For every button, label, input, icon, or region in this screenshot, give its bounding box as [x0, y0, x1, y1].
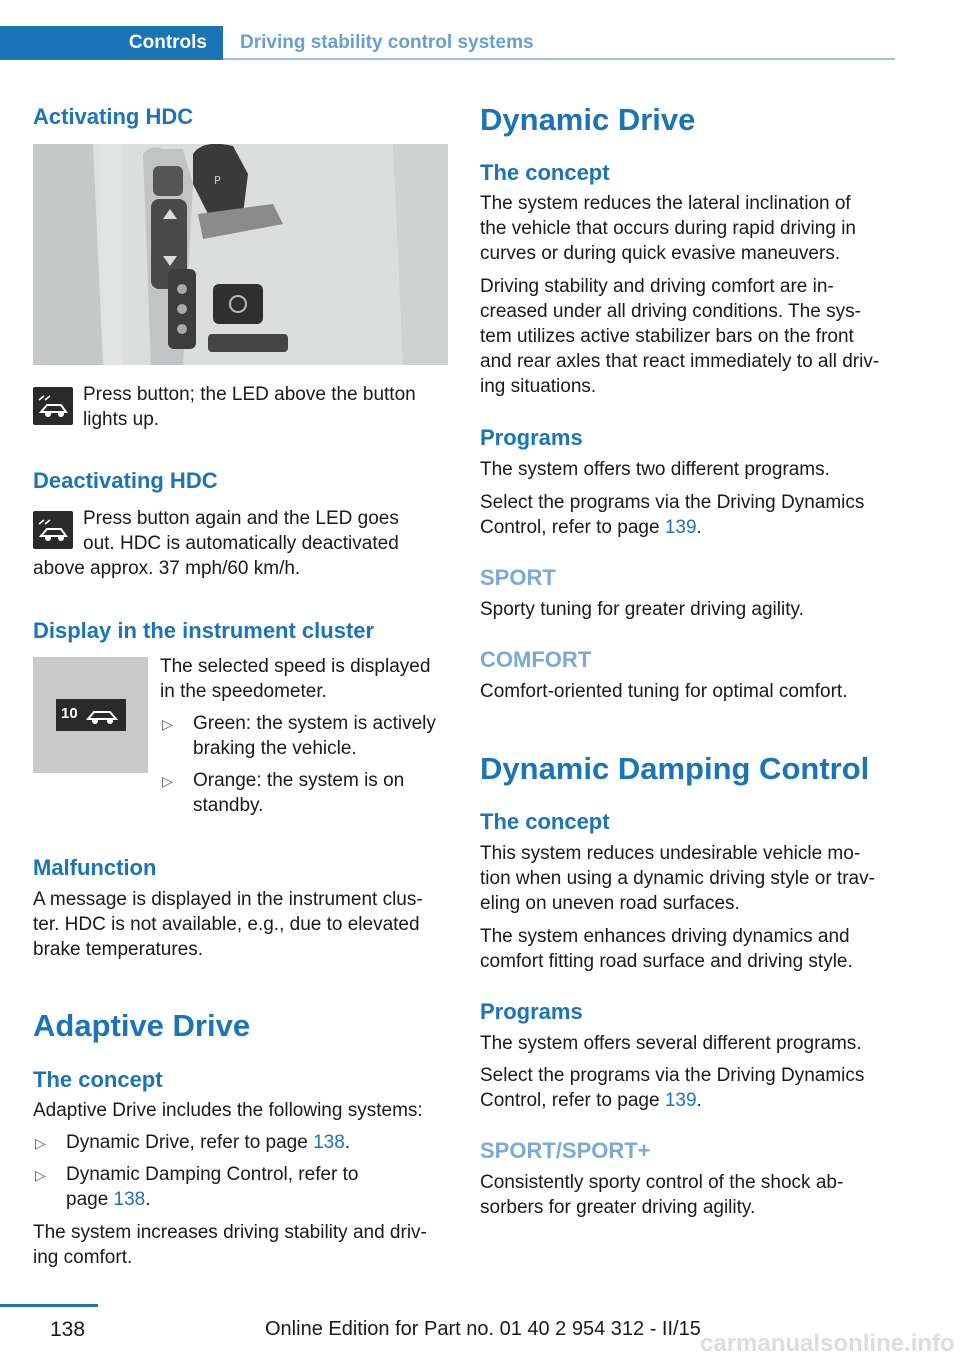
dd-programs-text: Control, refer to page — [480, 517, 665, 538]
display-bullet-2-line-2: standby. — [193, 795, 264, 816]
dd-concept-line-1: The system reduces the lateral inclination of — [480, 193, 851, 214]
malfunction-text-line-1: A message is displayed in the instrument clus- — [33, 889, 423, 910]
deactivating-text-line-1: Press button again and the LED goes — [83, 508, 399, 529]
dd-concept-heading: The concept — [480, 160, 610, 185]
ddc-programs-line-1: The system offers several different programs. — [480, 1033, 862, 1054]
adaptive-bullet-2-line-1: Dynamic Damping Control, refer to — [66, 1164, 359, 1185]
dd-stability-line-2: creased under all driving conditions. The sys- — [480, 301, 861, 322]
display-text-line-1: The selected speed is displayed — [160, 656, 431, 677]
page-header — [0, 26, 895, 62]
adaptive-concept-text: Adaptive Drive includes the following systems: — [33, 1100, 423, 1121]
display-text-line-2: in the speedometer. — [160, 681, 327, 702]
cluster-speed-value: 10 — [61, 705, 78, 722]
display-bullet-2-line-1: Orange: the system is on — [193, 770, 405, 791]
ddc-programs-line-3: Control, refer to page 139. — [480, 1090, 702, 1111]
section-title[interactable]: Driving stability control systems — [240, 32, 534, 53]
chapter-tab[interactable]: Controls — [0, 26, 223, 60]
activating-hdc-heading: Activating HDC — [33, 104, 194, 129]
dd-programs-line-2: Select the programs via the Driving Dynamics — [480, 492, 865, 513]
ddc-concept-line-2: tion when using a dynamic driving style or trav- — [480, 868, 875, 889]
ddc-concept-line-3: eling on uneven road surfaces. — [480, 893, 740, 914]
dd-programs-line-3: Control, refer to page 139. — [480, 517, 702, 538]
ddc-concept-line-1: This system reduces undesirable vehicle mo- — [480, 843, 861, 864]
bullet-triangle-icon: ▷ — [35, 1167, 46, 1183]
deactivating-text-line-3: above approx. 37 mph/60 km/h. — [33, 558, 301, 579]
adaptive-closing-line-1: The system increases driving stability and driv- — [33, 1222, 427, 1243]
dd-concept-line-3: curves or during quick evasive maneuvers. — [480, 243, 841, 264]
dd-stability-line-5: ing situations. — [480, 376, 597, 397]
activating-text-line-1: Press button; the LED above the button — [83, 384, 416, 405]
display-bullet-1-line-1: Green: the system is actively — [193, 713, 436, 734]
deactivating-hdc-heading: Deactivating HDC — [33, 468, 218, 493]
adaptive-bullet-1-text: Dynamic Drive, refer to page — [66, 1132, 314, 1153]
adaptive-drive-heading: Adaptive Drive — [33, 1008, 251, 1043]
footer-rule — [0, 1304, 98, 1307]
display-cluster-heading: Display in the instrument cluster — [33, 618, 375, 643]
instrument-cluster-display — [33, 657, 148, 773]
sport-plus-heading: SPORT/SPORT+ — [480, 1138, 651, 1163]
svg-text:P: P — [214, 174, 221, 187]
ddc-concept-line-4: The system enhances driving dynamics and — [480, 926, 850, 947]
dd-concept-line-2: the vehicle that occurs during rapid driving in — [480, 218, 856, 239]
gear-selector-illustration — [33, 144, 448, 365]
ddc-programs-heading: Programs — [480, 999, 583, 1024]
comfort-text: Comfort-oriented tuning for optimal comfort. — [480, 681, 848, 702]
adaptive-bullet-1: Dynamic Drive, refer to page 138. — [66, 1132, 351, 1153]
ddc-programs-text: Control, refer to page — [480, 1090, 665, 1111]
dd-programs-line-1: The system offers two different programs. — [480, 459, 830, 480]
ddc-programs-line-2: Select the programs via the Driving Dynamics — [480, 1065, 865, 1086]
malfunction-heading: Malfunction — [33, 855, 157, 880]
page-link-139[interactable]: 139 — [664, 517, 697, 538]
ddc-concept-line-5: comfort fitting road surface and driving style. — [480, 951, 853, 972]
deactivating-text-line-2: out. HDC is automatically deactivated — [83, 533, 399, 554]
malfunction-text-line-3: brake temperatures. — [33, 939, 204, 960]
adaptive-closing-line-2: ing comfort. — [33, 1247, 133, 1268]
activating-text-line-2: lights up. — [83, 409, 160, 430]
display-bullet-1-line-2: braking the vehicle. — [193, 738, 357, 759]
dd-programs-heading: Programs — [480, 425, 583, 450]
hdc-indicator-icon — [56, 699, 126, 731]
sport-plus-line-2: sorbers for greater driving agility. — [480, 1197, 756, 1218]
malfunction-text-line-2: ter. HDC is not available, e.g., due to elevated — [33, 914, 420, 935]
dd-stability-line-3: tem utilizes active stabilizer bars on the front — [480, 326, 854, 347]
header-rule — [223, 58, 895, 60]
adaptive-concept-heading: The concept — [33, 1067, 163, 1092]
gear-selector-photo — [33, 144, 448, 365]
dynamic-damping-heading: Dynamic Damping Control — [480, 751, 870, 786]
page-link-139-b[interactable]: 139 — [664, 1090, 697, 1111]
bullet-triangle-icon: ▷ — [162, 716, 173, 732]
dd-stability-line-1: Driving stability and driving comfort are in- — [480, 276, 834, 297]
hdc-button-icon — [33, 387, 73, 425]
adaptive-bullet-2-text: page — [66, 1189, 114, 1210]
bullet-triangle-icon: ▷ — [162, 773, 173, 789]
sport-plus-line-1: Consistently sporty control of the shock ab- — [480, 1172, 844, 1193]
page-link-138-b[interactable]: 138 — [113, 1189, 146, 1210]
edition-text: Online Edition for Part no. 01 40 2 954 312 - II/15 — [265, 1318, 701, 1340]
page-number: 138 — [50, 1318, 86, 1341]
ddc-concept-heading: The concept — [480, 809, 610, 834]
watermark: carmanualsonline.info — [700, 1330, 955, 1357]
sport-heading: SPORT — [480, 565, 556, 590]
comfort-heading: COMFORT — [480, 647, 592, 672]
bullet-triangle-icon: ▷ — [35, 1135, 46, 1151]
adaptive-bullet-2-line-2: page 138. — [66, 1189, 151, 1210]
dynamic-drive-heading: Dynamic Drive — [480, 102, 696, 137]
dd-stability-line-4: and rear axles that react immediately to all driv- — [480, 351, 880, 372]
hdc-button-icon-2 — [33, 511, 73, 549]
page-link-138[interactable]: 138 — [313, 1132, 345, 1153]
sport-text: Sporty tuning for greater driving agility. — [480, 599, 804, 620]
